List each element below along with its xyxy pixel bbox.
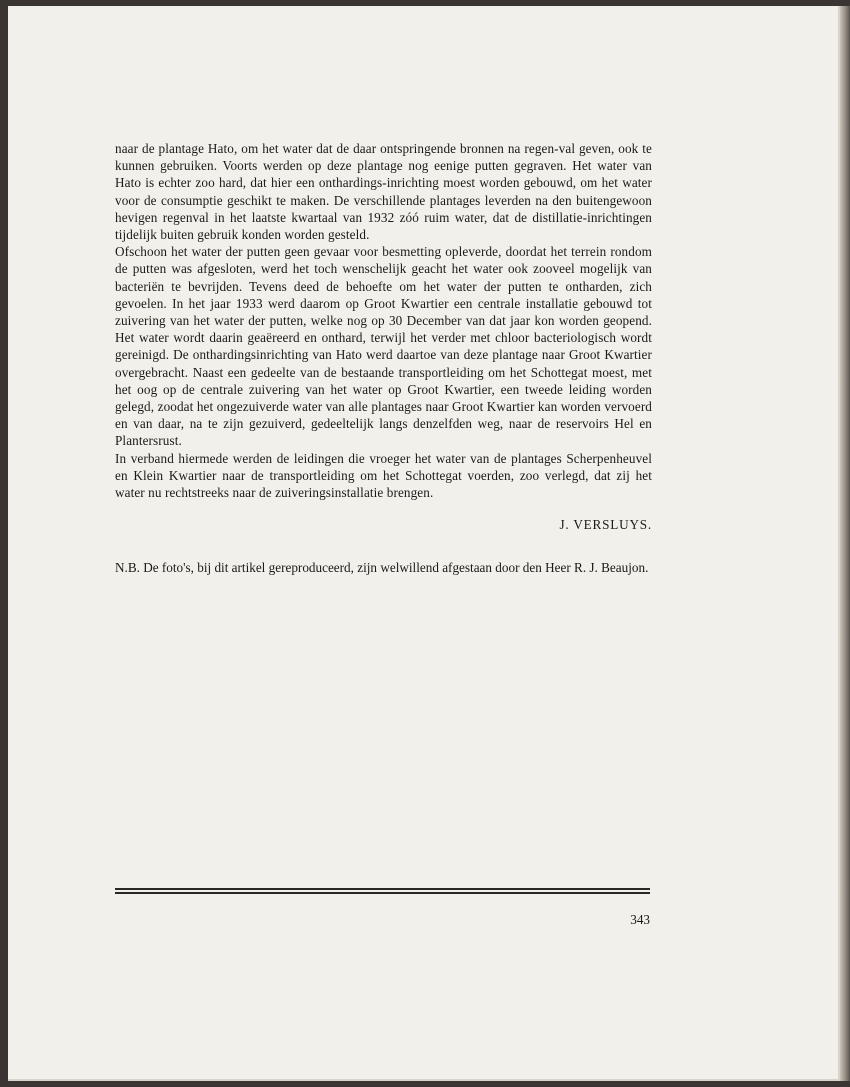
footer-rule-top	[115, 888, 650, 890]
paragraph-pipeline-rerouting: In verband hiermede werden de leidingen die vroeger het water van de plantages Scherpenheuvel en Klein Kwartier naar de transportleiding om het Schottegat voerden, zoo verlegd, dat zij het water nu rechtstreeks naar de zuiveringsinstallatie brengen.	[115, 450, 652, 501]
footer-rule-bottom	[115, 892, 650, 894]
paragraph-water-sources: naar de plantage Hato, om het water dat de daar ontspringende bronnen na regen-val geven, ook te kunnen gebruiken. Voorts werden op deze plantage nog eenige putten gegraven. Het water van Hato is echter zoo hard, dat hier een onthardings-inrichting moest worden gebouwd, om het water voor de consumptie geschikt te maken. De verschillende plantages leverden na den buitengewoon hevigen regenval in het laatste kwartaal van 1932 zóó ruim water, dat de distillatie-inrichtingen tijdelijk buiten gebruik konden worden gesteld.	[115, 141, 652, 243]
author-signature: J. VERSLUYS.	[559, 517, 652, 532]
photo-credit-note: N.B. De foto's, bij dit artikel gereproduceerd, zijn welwillend afgestaan door den Heer R. J. Beaujon.	[115, 560, 649, 575]
page-edge	[840, 6, 850, 1081]
article-body	[115, 140, 652, 501]
paragraph-purification-plant: Ofschoon het water der putten geen gevaar voor besmetting opleverde, doordat het terrein rondom de putten was afgesloten, werd het toch wenschelijk geacht het water ook zooveel mogelijk van bacteriën te bevrijden. Tevens deed de behoefte om het water der putten te ontharden, zich gevoelen. In het jaar 1933 werd daarom op Groot Kwartier een centrale installatie gebouwd tot zuivering van het water der putten, welke nog op 30 December van dat jaar kon worden geopend. Het water wordt daarin geaëreerd en onthard, terwijl het verder met chloor bacteriologisch wordt gereinigd. De onthardingsinrichting van Hato werd daartoe van deze plantage naar Groot Kwartier overgebracht. Naast een gedeelte van de bestaande transportleiding om het Schottegat moest, met het oog op de centrale zuivering van het water op Groot Kwartier, een tweede leiding worden gelegd, zoodat het ongezuiverde water van alle plantages naar Groot Kwartier kan worden vervoerd en van daar, na te zijn gezuiverd, gedeeltelijk langs denzelfden weg, naar de reservoirs Hel en Plantersrust.	[115, 244, 652, 449]
page-number: 343	[630, 912, 650, 927]
